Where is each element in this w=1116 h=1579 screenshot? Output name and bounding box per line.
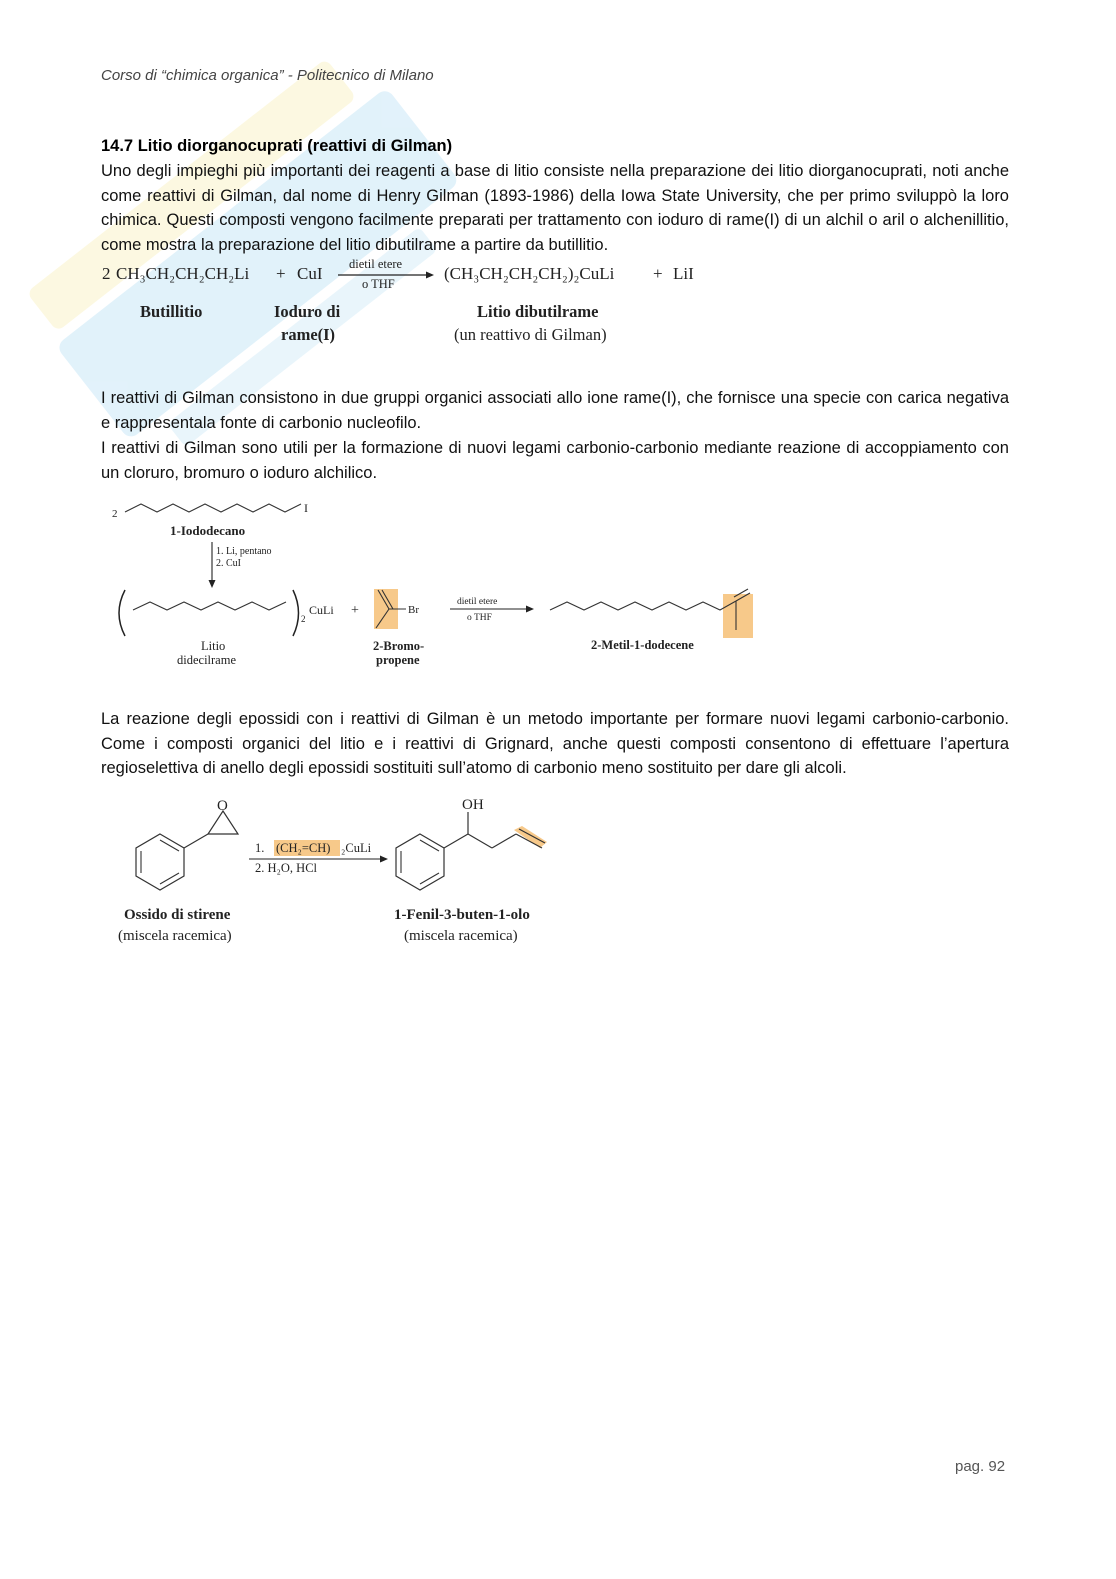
r3-right-name: 1-Fenil-3-buten-1-olo [394, 907, 530, 923]
r3-bond-ch2 [468, 834, 492, 848]
r1-label-iodide-2: rame(I) [281, 325, 336, 344]
r3-bond-ch [492, 834, 516, 848]
r2-left-paren [119, 590, 125, 636]
r1-reactant-cui: CuI [297, 264, 323, 283]
r1-label-gilman: (un reattivo di Gilman) [454, 325, 607, 344]
r2-step-1: 1. Li, pentano [216, 546, 272, 557]
r1-plus-1: + [276, 264, 286, 283]
r1-arrowhead [426, 272, 434, 279]
r3-epoxide-oxygen: O [217, 798, 228, 814]
paragraph-structure: I reattivi di Gilman consistono in due gruppi organici associati allo ione rame(I), che fornisce una specie con carica negativa e rappresentala fonte di carbonio nucleofilo. [101, 389, 1009, 432]
r2-product-chain [550, 601, 736, 610]
r1-label-iodide-1: Ioduro di [274, 302, 341, 321]
r2-plus: + [351, 603, 359, 618]
r3-right-sub: (miscela racemica) [404, 928, 518, 944]
r2-iododecane-chain [125, 504, 301, 512]
r2-step-2: 2. CuI [216, 558, 241, 569]
r2-cuprate-chain [133, 602, 286, 610]
r3-bond-ring-epoxide [184, 834, 208, 848]
r1-plus-2: + [653, 264, 663, 283]
r2-right-paren [293, 590, 299, 636]
r2-coefficient: 2 [112, 508, 118, 520]
r3-benzene-ring-left [136, 834, 184, 890]
page-number: pag. 92 [955, 1458, 1006, 1475]
r2-product-name: 2-Metil-1-dodecene [591, 638, 694, 652]
r3-step-2: 2. H₂O, HCl [255, 861, 317, 875]
r2-condition-top: dietil etere [457, 597, 498, 607]
page-header: Corso di “chimica organica” - Politecnico di Milano [101, 67, 434, 84]
r3-hydroxyl: OH [462, 797, 484, 813]
r2-cuprate-name-1: Litio [201, 639, 226, 653]
r3-benzene-right-inner-2 [420, 840, 439, 851]
reaction-3-diagram [110, 790, 570, 955]
r2-bromine: Br [408, 604, 419, 616]
r1-label-dibutylcuprate: Litio dibutilrame [477, 302, 599, 321]
paragraph-epoxides: La reazione degli epossidi con i reattivi di Gilman è un metodo importante per formare nuovi legami carbonio-carbonio. Come i composti organici del litio e i reattivi di Grignard, anche questi composti consentono di effettuare l’apertura regioselettiva di anello degli epossidi sostituiti sull’atomo di carbonio meno sostituito per dare gli alcoli. [101, 710, 1009, 778]
r1-coefficient: 2 [102, 264, 111, 283]
r2-bromopropene-name-2: propene [376, 653, 420, 667]
r3-left-sub: (miscela racemica) [118, 928, 232, 944]
r3-benzene-inner-2 [160, 840, 179, 851]
r1-label-butyllithium: Butillitio [140, 302, 203, 321]
r3-bond-ring-carbinol [444, 834, 468, 848]
r3-arrowhead [380, 856, 388, 863]
reaction-2-diagram [100, 490, 770, 675]
r2-iodine: I [304, 501, 308, 515]
r3-benzene-right-inner-3 [420, 873, 439, 884]
r3-step-1-number: 1. [255, 841, 265, 855]
r2-cuprate-suffix: CuLi [309, 603, 334, 617]
r3-reagent-vinyl: (CH₂=CH) [276, 841, 331, 855]
r1-product-cuprate: (CH₃CH₂CH₂CH₂)₂CuLi [444, 264, 615, 283]
paragraph-coupling: I reattivi di Gilman sono utili per la formazione di nuovi legami carbonio-carbonio mediante reazione di accoppiamento con un cloruro, bromuro o ioduro alchilico. [101, 439, 1009, 482]
section-title: 14.7 Litio diorganocuprati (reattivi di Gilman) [101, 137, 453, 155]
r3-reagent-culi: ₂CuLi [341, 841, 372, 855]
r2-cuprate-name-2: didecilrame [177, 653, 236, 667]
r1-product-lii: LiI [673, 264, 694, 283]
r2-cuprate-subscript: 2 [301, 614, 306, 624]
r3-benzene-inner-3 [160, 873, 179, 884]
r2-arrowhead [526, 606, 534, 613]
r3-epoxide-ring [208, 811, 238, 834]
paragraph-intro: Uno degli impieghi più importanti dei reagenti a base di litio consiste nella preparazione dei litio diorganocuprati, noti anche come reattivi di Gilman, dal nome di Henry Gilman (1893-1986) della Iowa State University, che per primo sviluppò la loro chimica. Questi composti vengono facilmente preparati per trattamento con ioduro di rame(I) di un alchil o aril o alchenillitio, come mostra la preparazione del litio dibutilrame a partire da butillitio. [101, 162, 1009, 254]
r2-condition-bottom: o THF [467, 613, 492, 623]
r1-condition-top: dietil etere [349, 257, 403, 271]
r2-down-arrowhead [209, 580, 216, 588]
r1-condition-bottom: o THF [362, 277, 395, 291]
r2-iododecane-name: 1-Iododecano [170, 523, 246, 538]
r3-benzene-ring-right [396, 834, 444, 890]
r1-reactant-butyllithium: CH₃CH₂CH₂CH₂Li [116, 264, 250, 283]
r3-left-name: Ossido di stirene [124, 907, 231, 923]
r2-bromopropene-name-1: 2-Bromo- [373, 639, 425, 653]
reaction-1-diagram [98, 254, 718, 349]
r2-product-highlight [723, 594, 753, 638]
